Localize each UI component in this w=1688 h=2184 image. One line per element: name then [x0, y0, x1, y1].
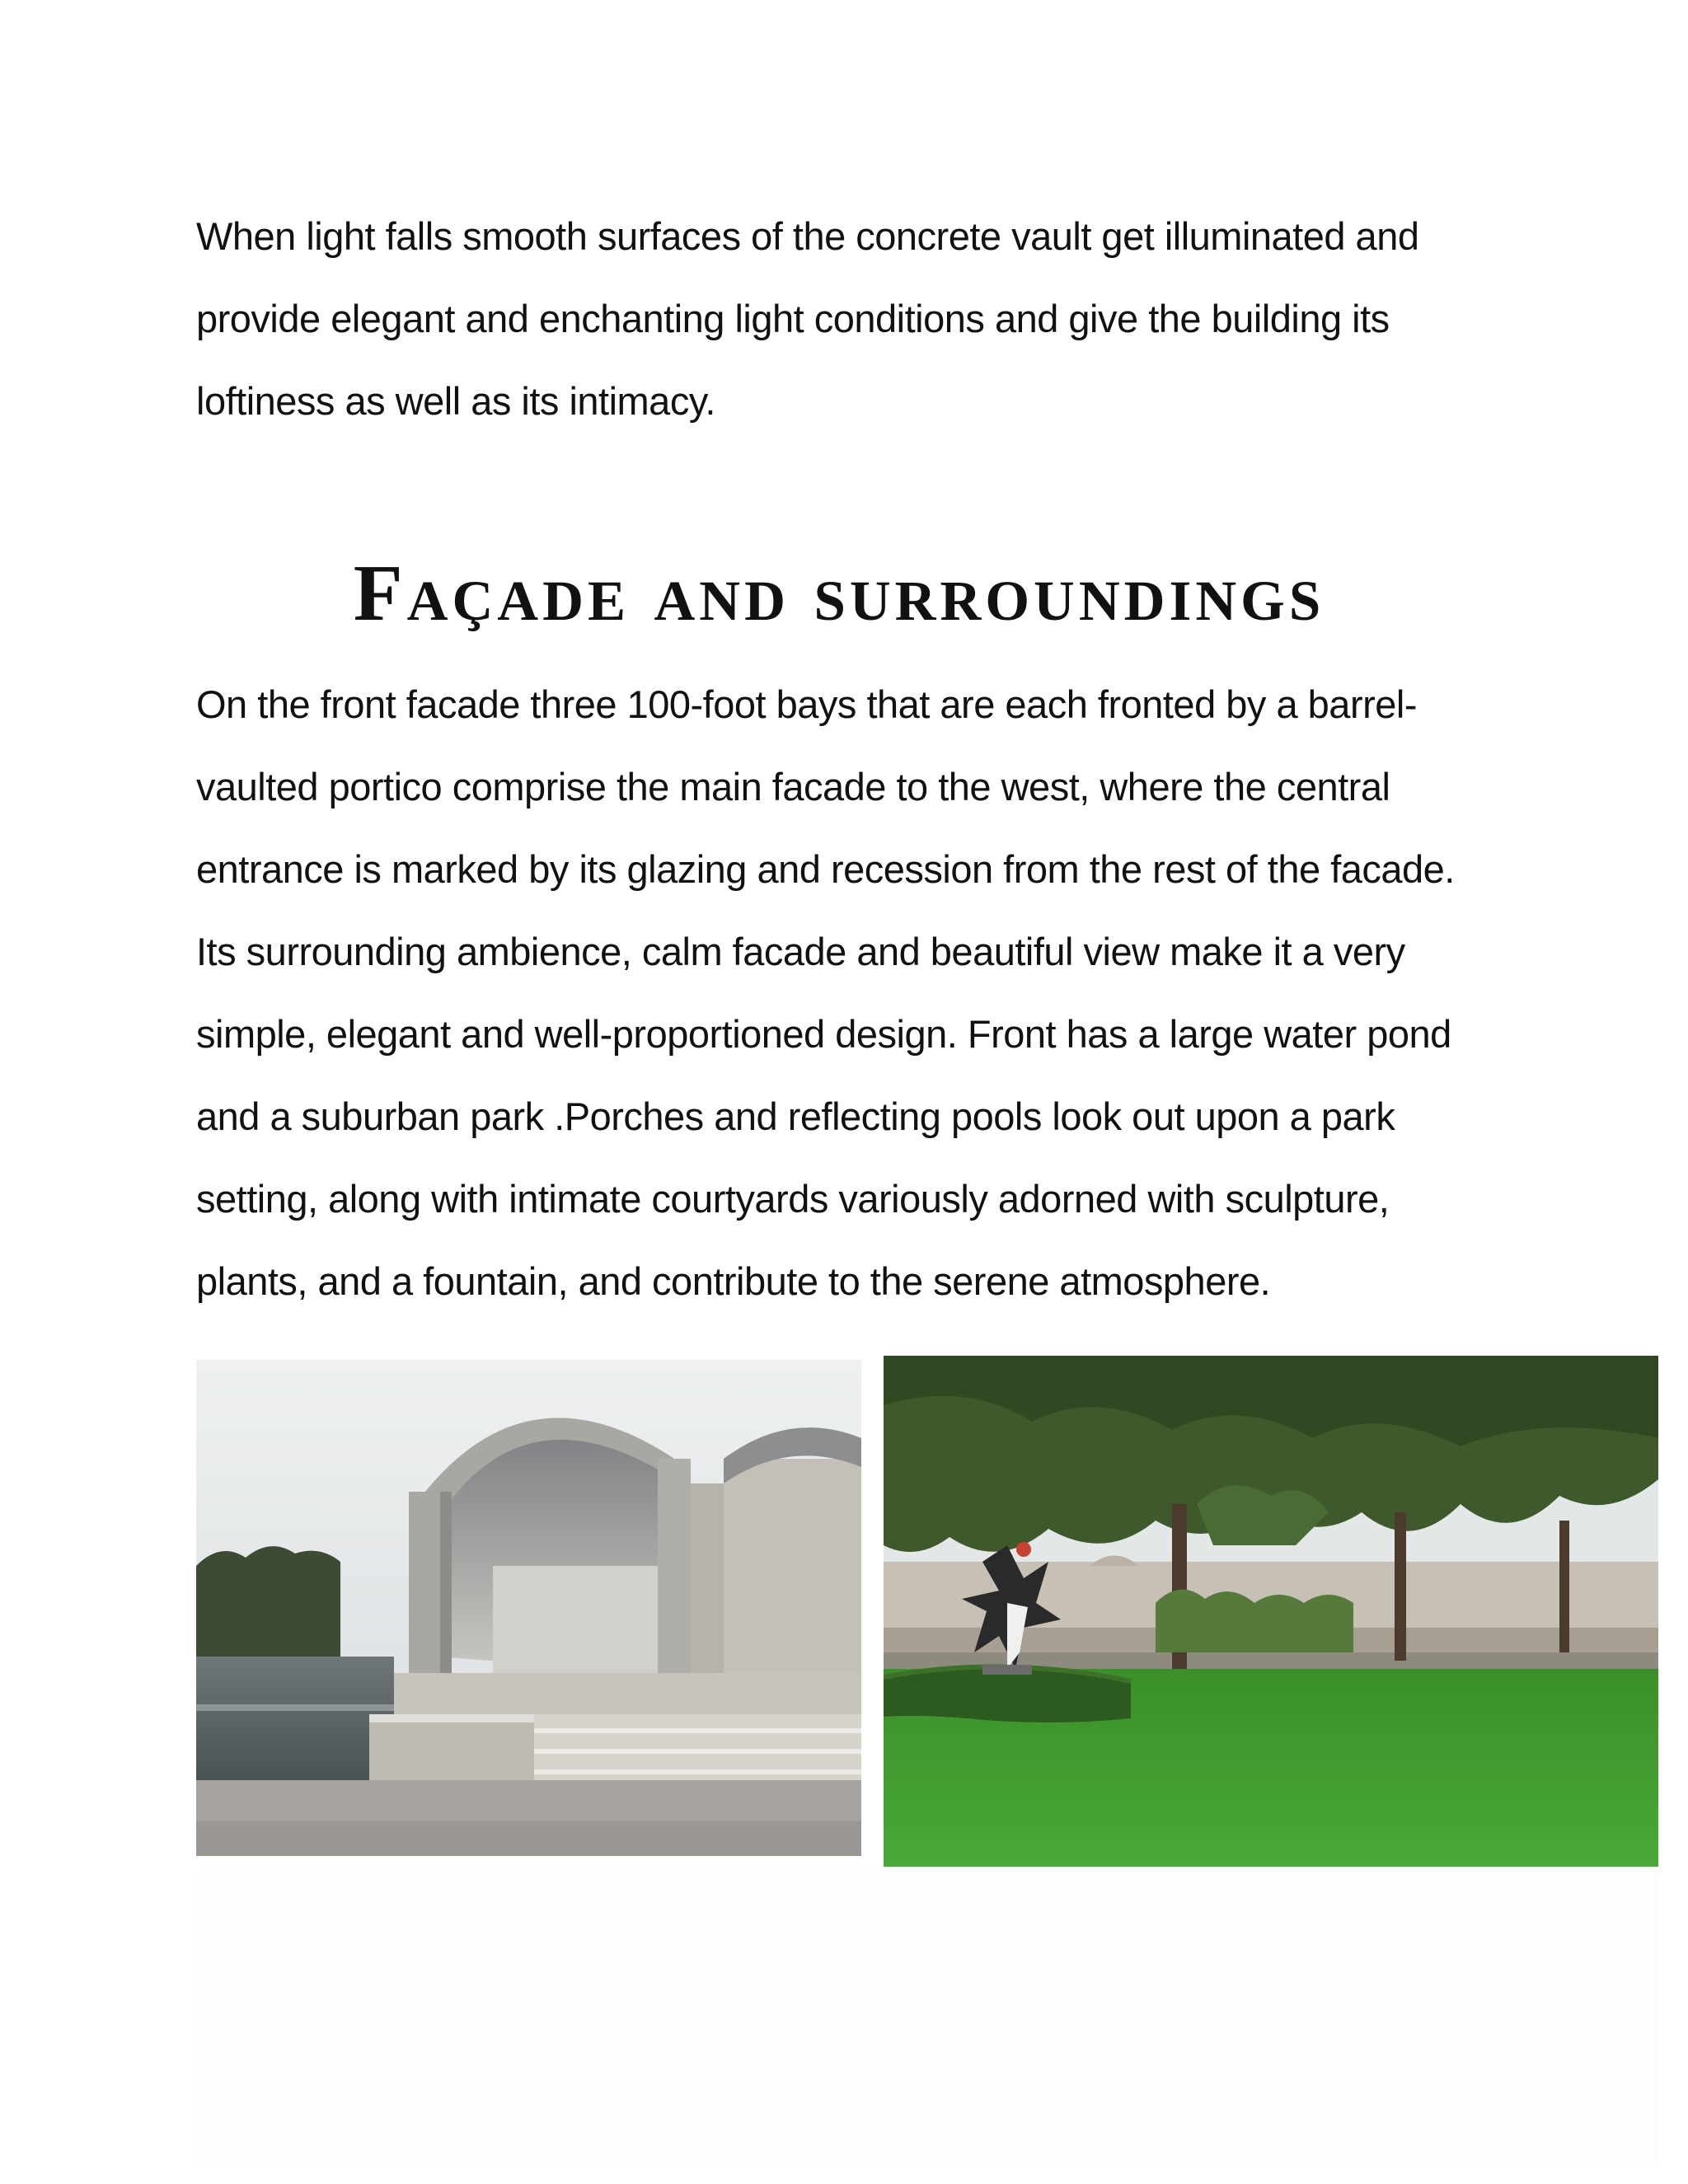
facade-line: plants, and a fountain, and contribute to the serene atmosphere.	[196, 1259, 1271, 1303]
facade-line: entrance is marked by its glazing and recession from the rest of the facade.	[196, 847, 1455, 891]
facade-line: and a suburban park .Porches and reflecting pools look out upon a park	[196, 1094, 1395, 1138]
facade-paragraph	[196, 663, 1482, 1323]
intro-paragraph	[196, 195, 1482, 443]
facade-line: simple, elegant and well-proportioned design. Front has a large water pond	[196, 1012, 1451, 1056]
intro-line: provide elegant and enchanting light conditions and give the building its	[196, 297, 1390, 340]
facade-line: On the front facade three 100-foot bays that are each fronted by a barrel-	[196, 682, 1417, 726]
park-photo	[884, 1356, 1658, 1867]
intro-line: loftiness as well as its intimacy.	[196, 379, 715, 423]
park-illustration	[884, 1356, 1658, 1867]
facade-line: vaulted portico comprise the main facade to the west, where the central	[196, 765, 1390, 808]
section-heading: Façade and surroundings	[353, 549, 1325, 638]
portico-illustration	[196, 1360, 861, 1856]
portico-photo	[196, 1360, 861, 1856]
intro-line: When light falls smooth surfaces of the concrete vault get illuminated and	[196, 214, 1419, 258]
facade-line: setting, along with intimate courtyards variously adorned with sculpture,	[196, 1177, 1390, 1221]
facade-line: Its surrounding ambience, calm facade and beautiful view make it a very	[196, 930, 1405, 973]
blank-area	[196, 1871, 1658, 2168]
